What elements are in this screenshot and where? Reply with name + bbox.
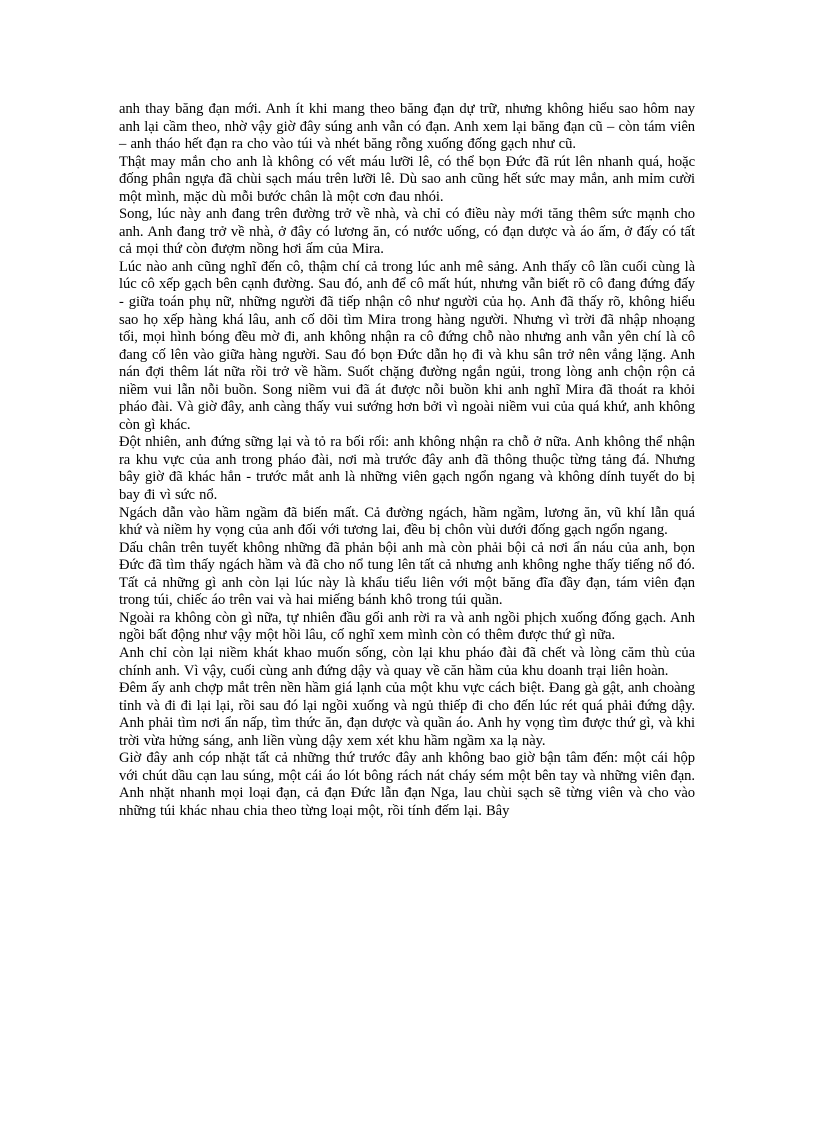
paragraph: Song, lúc này anh đang trên đường trở về nhà, và chỉ có điều này mới tăng thêm sức mạnh cho anh. Anh đang trở về nhà, ở đây có lương ăn, có nước uống, có đạn dược và áo ấm, ở đấy có tất cả mọi thứ còn đượm nồng hơi ấm của Mira. [119, 206, 695, 258]
paragraph: anh thay băng đạn mới. Anh ít khi mang theo băng đạn dự trữ, nhưng không hiểu sao hôm nay anh lại cầm theo, nhờ vậy giờ đây súng anh vẫn có đạn. Anh xem lại băng đạn cũ – còn tám viên – anh tháo hết đạn ra cho vào túi và nhét băng rỗng xuống đống gạch như cũ. [119, 101, 695, 153]
paragraph: Ngách dẫn vào hầm ngầm đã biến mất. Cả đường ngách, hầm ngầm, lương ăn, vũ khí lẫn quá khứ và niềm hy vọng của anh đối với tương lai, đều bị chôn vùi dưới đống gạch ngổn ngang. [119, 504, 695, 539]
paragraph: Đột nhiên, anh đứng sững lại và tỏ ra bối rối: anh không nhận ra chỗ ở nữa. Anh không thể nhận ra khu vực của anh trong pháo đài, nơi mà trước đây anh đã thông thuộc từng tảng đá. Nhưng bây giờ đã khác hẳn - trước mắt anh là những viên gạch ngổn ngang và không dính tuyết do bị bay đi vì sức nổ. [119, 434, 695, 504]
document-body [119, 101, 695, 820]
paragraph: Thật may mắn cho anh là không có vết máu lưỡi lê, có thể bọn Đức đã rút lên nhanh quá, hoặc đống phân ngựa đã chùi sạch máu trên lưỡi lê. Dù sao anh cũng hết sức may mắn, anh mỉm cười một mình, mặc dù mỗi bước chân là một cơn đau nhói. [119, 153, 695, 205]
paragraph: Dấu chân trên tuyết không những đã phản bội anh mà còn phải bội cả nơi ẩn náu của anh, bọn Đức đã tìm thấy ngách hầm và đã cho nổ tung lên tất cả nhưng anh không nghe thấy tiếng nổ đó. Tất cả những gì anh còn lại lúc này là khẩu tiểu liên với một băng đĩa đầy đạn, tám viên đạn trong túi, chiếc áo trên vai và hai miếng bánh khô trong túi quần. [119, 539, 695, 609]
paragraph: Lúc nào anh cũng nghĩ đến cô, thậm chí cả trong lúc anh mê sảng. Anh thấy cô lần cuối cùng là lúc cô xếp gạch bên cạnh đường. Sau đó, anh để cô mất hút, nhưng vẫn biết rõ cô đang đứng đấy - giữa toán phụ nữ, những người đã tiếp nhận cô như người của họ. Anh đã thấy rõ, không hiểu sao họ xếp hàng khá lâu, anh cố dõi tìm Mira trong hàng người. Nhưng vì trời đã nhập nhoạng tối, mọi hình bóng đều mờ đi, anh không nhận ra cô đứng chỗ nào nhưng anh vẫn yên chí là cô đang cố lên vào giữa hàng người. Sau đó bọn Đức dẫn họ đi và khu sân trở nên vắng lặng. Anh nán đợi thêm lát nữa rồi trở về hầm. Suốt chặng đường ngắn ngủi, trong lòng anh chộn rộn cả niềm vui lẫn nỗi buồn. Song niềm vui đã át được nỗi buồn khi anh nghĩ Mira đã thoát ra khỏi pháo đài. Và giờ đây, anh càng thấy vui sướng hơn bởi vì ngoài niềm vui của quá khứ, anh không còn gì khác. [119, 258, 696, 433]
paragraph: Đêm ấy anh chợp mắt trên nền hầm giá lạnh của một khu vực cách biệt. Đang gà gật, anh choàng tỉnh và đi đi lại lại, rồi sau đó lại ngồi xuống và ngủ thiếp đi cho đến lúc rét quá phải đứng dậy. Anh phải tìm nơi ẩn nấp, tìm thức ăn, đạn dược và quần áo. Anh hy vọng tìm được thứ gì, và khi trời vừa hửng sáng, anh liền vùng dậy xem xét khu hầm ngầm xa lạ này. [119, 680, 695, 749]
paragraph: Ngoài ra không còn gì nữa, tự nhiên đầu gối anh rời ra và anh ngồi phịch xuống đống gạch. Anh ngồi bất động như vậy một hồi lâu, cố nghĩ xem mình còn có thêm được thứ gì nữa. [119, 609, 695, 644]
paragraph: Anh chỉ còn lại niềm khát khao muốn sống, còn lại khu pháo đài đã chết và lòng căm thù của chính anh. Vì vậy, cuối cùng anh đứng dậy và quay về căn hầm của khu doanh trại liên hoàn. [119, 644, 695, 679]
paragraph: Giờ đây anh cóp nhặt tất cả những thứ trước đây anh không bao giờ bận tâm đến: một cái hộp với chút dầu cạn lau súng, một cái áo lót bông rách nát cháy sém một bên tay và những viên đạn. Anh nhặt nhanh mọi loại đạn, cả đạn Đức lẫn đạn Nga, lau chùi sạch sẽ từng viên và cho vào những túi khác nhau chia theo từng loại một, rồi tính đếm lại. Bây [119, 750, 695, 819]
